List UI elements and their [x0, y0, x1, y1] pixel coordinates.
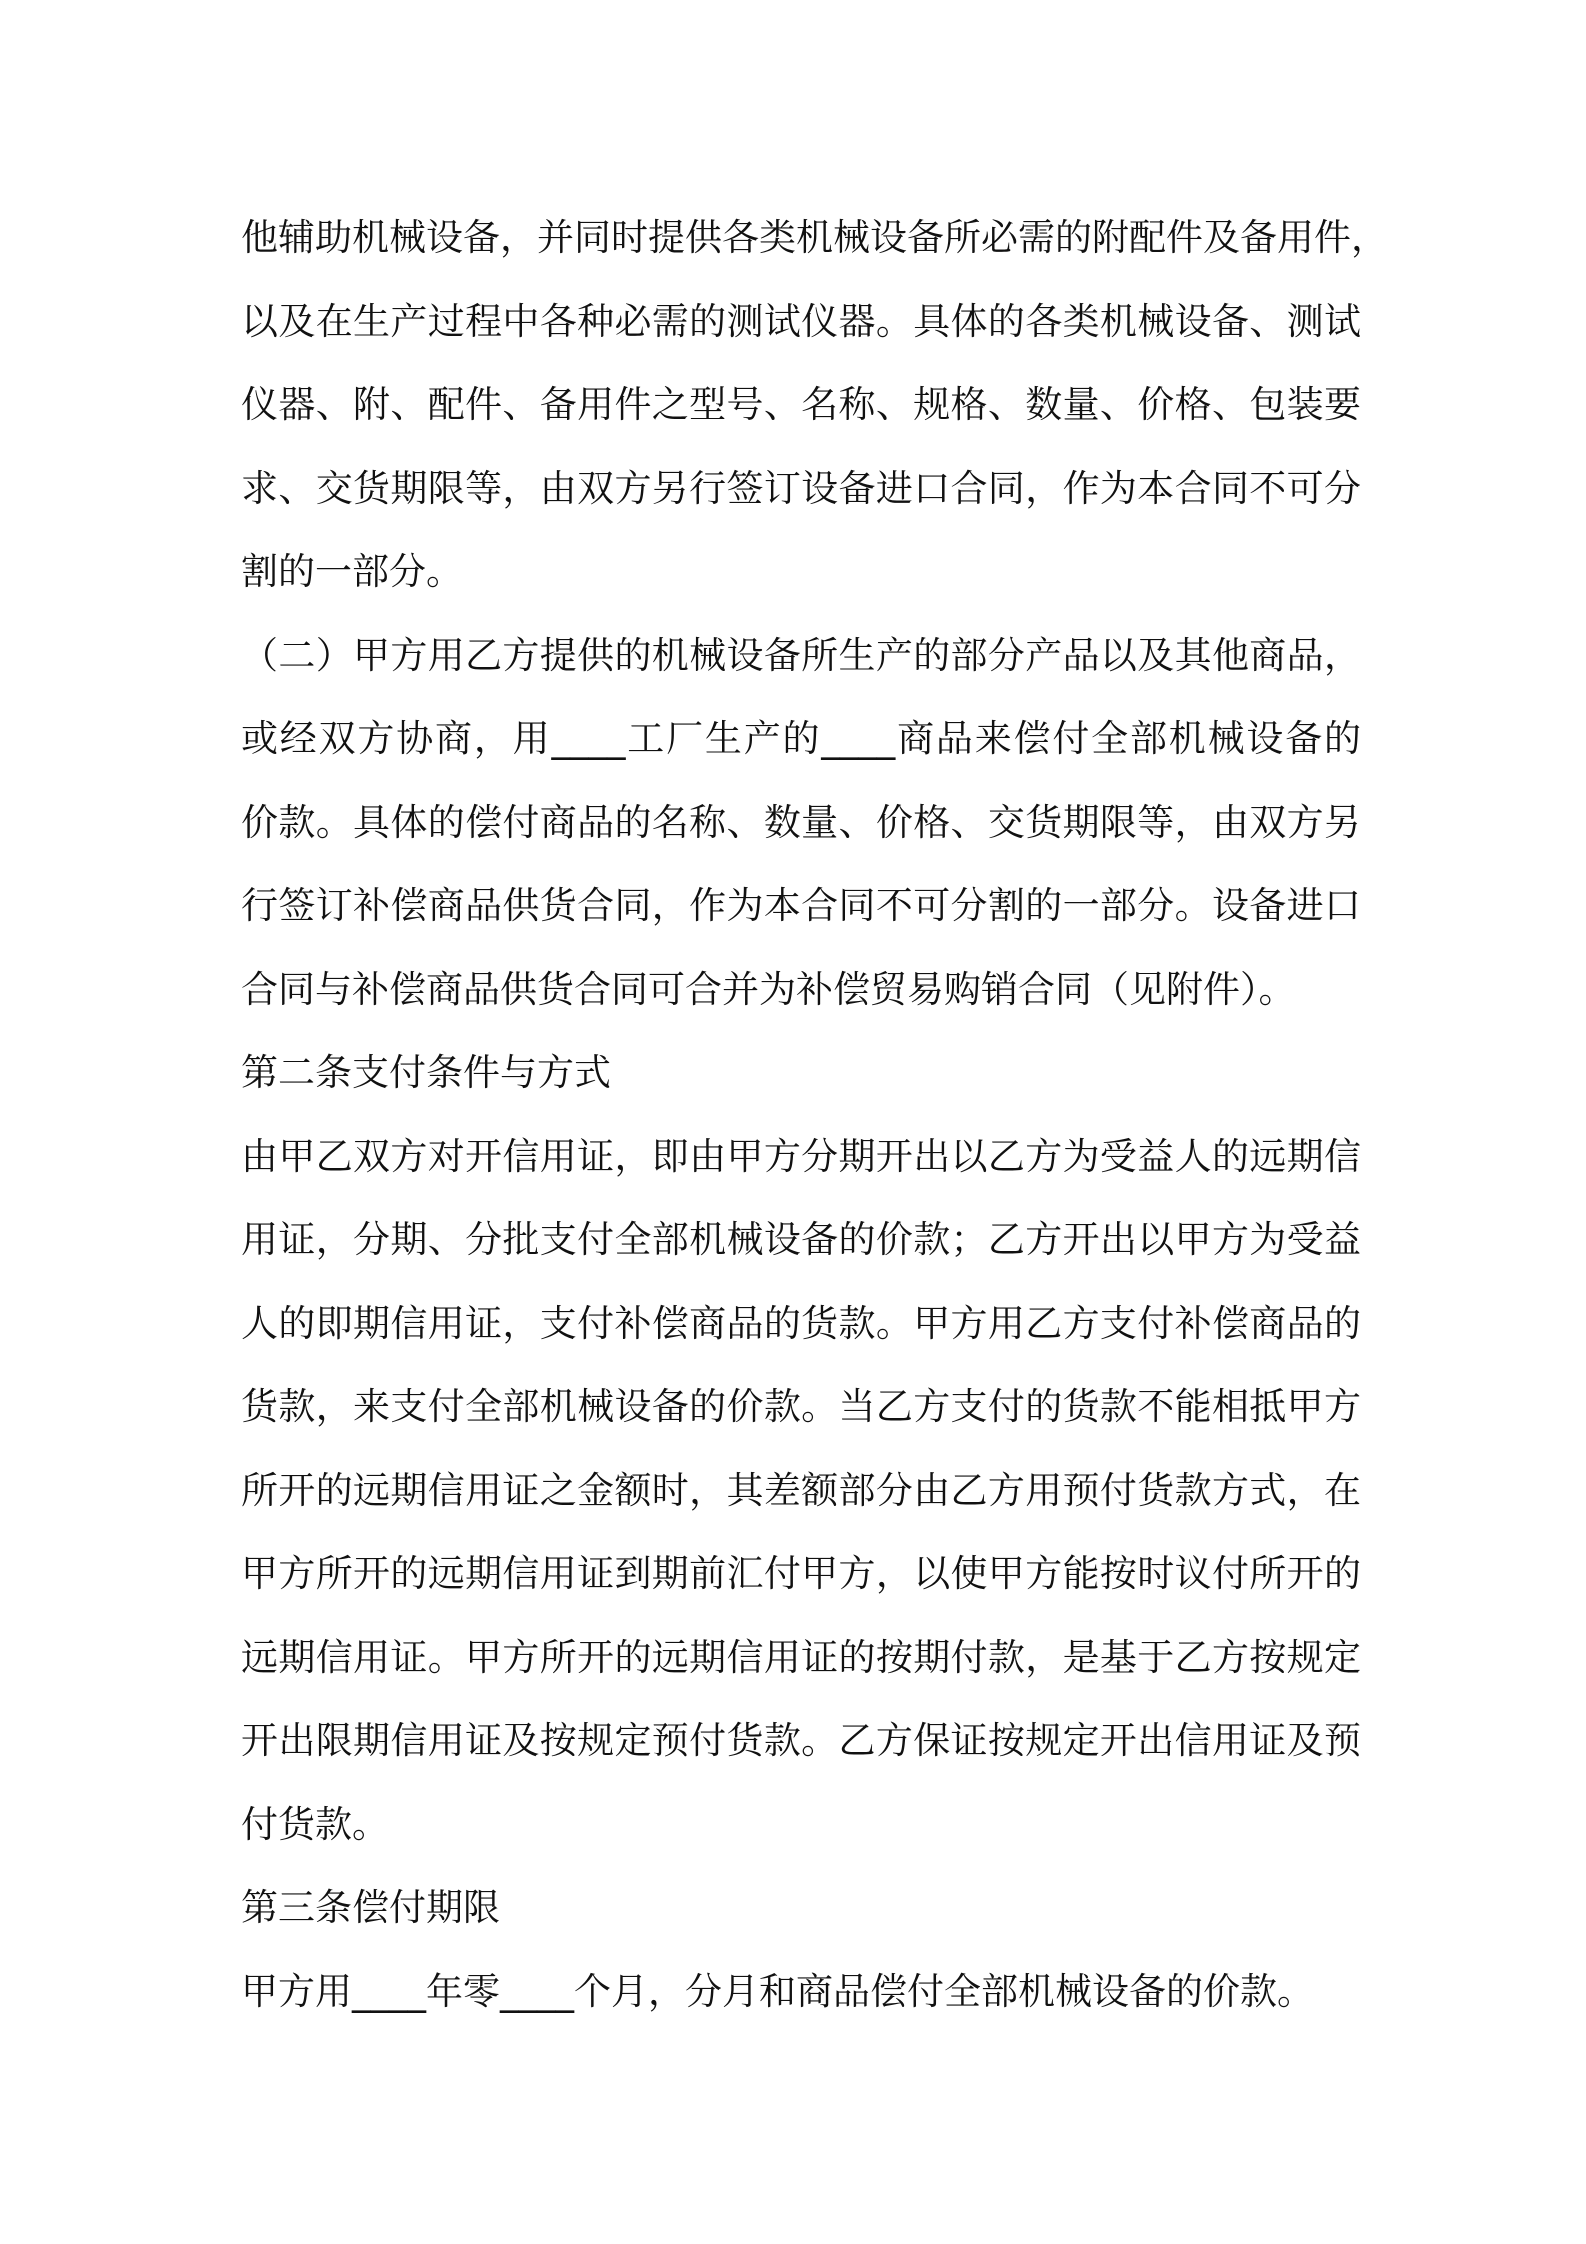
text-line: 合同与补偿商品供货合同可合并为补偿贸易购销合同（见附件）。 — [241, 967, 1296, 1011]
text-line: 开出限期信用证及按规定预付货款。乙方保证按规定开出信用证及预 — [241, 1719, 1361, 1762]
text-line: 甲方用____年零____个月，分月和商品偿付全部机械设备的价款。 — [241, 1969, 1314, 2013]
text-line: 求、交货期限等，由双方另行签订设备进口合同，作为本合同不可分 — [241, 466, 1361, 510]
text-line: 割的一部分。 — [241, 550, 463, 593]
document-body — [241, 196, 1388, 2033]
text-line: 价款。具体的偿付商品的名称、数量、价格、交货期限等，由双方另 — [241, 800, 1361, 844]
text-line: 由甲乙双方对开信用证，即由甲方分期开出以乙方为受益人的远期信 — [241, 1134, 1361, 1178]
text-line: 所开的远期信用证之金额时，其差额部分由乙方用预付货款方式，在 — [241, 1468, 1361, 1512]
text-line: 行签订补偿商品供货合同，作为本合同不可分割的一部分。设备进口 — [241, 884, 1361, 927]
text-line: 货款，来支付全部机械设备的价款。当乙方支付的货款不能相抵甲方 — [241, 1385, 1361, 1428]
text-line: 用证，分期、分批支付全部机械设备的价款；乙方开出以甲方为受益 — [241, 1218, 1361, 1261]
text-line: 付货款。 — [241, 1802, 389, 1846]
text-line: 远期信用证。甲方所开的远期信用证的按期付款，是基于乙方按规定 — [241, 1635, 1361, 1679]
section-heading: 第二条支付条件与方式 — [241, 1051, 611, 1094]
text-line: 或经双方协商，用____工厂生产的____商品来偿付全部机械设备的 — [241, 717, 1361, 760]
text-line: 甲方所开的远期信用证到期前汇付甲方，以使甲方能按时议付所开的 — [241, 1552, 1361, 1595]
text-line: 他辅助机械设备，并同时提供各类机械设备所必需的附配件及备用件， — [241, 216, 1388, 259]
text-line: 仪器、附、配件、备用件之型号、名称、规格、数量、价格、包装要 — [241, 383, 1361, 426]
text-line: 以及在生产过程中各种必需的测试仪器。具体的各类机械设备、测试 — [241, 299, 1361, 343]
text-line: 人的即期信用证，支付补偿商品的货款。甲方用乙方支付补偿商品的 — [241, 1301, 1361, 1345]
text-line: （二）甲方用乙方提供的机械设备所生产的部分产品以及其他商品， — [241, 633, 1361, 677]
section-heading: 第三条偿付期限 — [241, 1886, 500, 1929]
